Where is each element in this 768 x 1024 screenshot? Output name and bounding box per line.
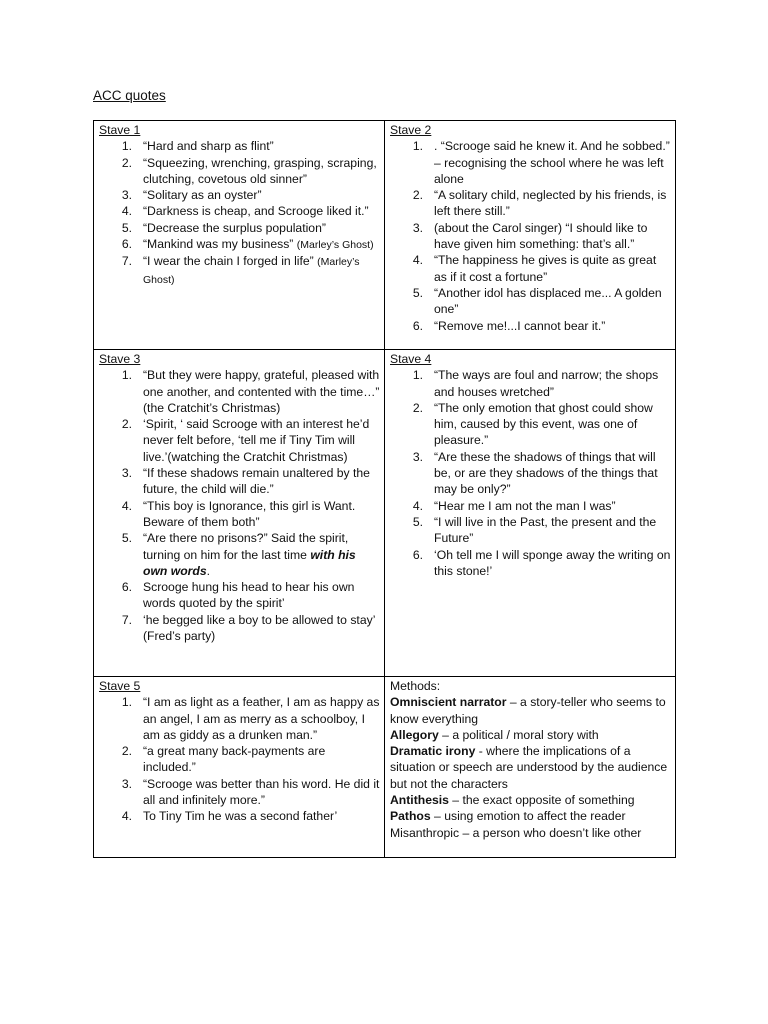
list-item: 7. ‘he begged like a boy to be allowed to stay’ (Fred’s party)	[121, 612, 375, 644]
stave-1-heading: Stave 1	[99, 123, 141, 137]
list-item: 6. Scrooge hung his head to hear his own words quoted by the spirit’	[121, 580, 355, 611]
stave-3-cell	[94, 350, 385, 677]
stave-4-heading: Stave 4	[390, 352, 432, 366]
stave-3-list	[99, 367, 380, 644]
list-item: 5. “I will live in the Past, the present and the Future”	[412, 514, 657, 546]
list-item: 3. (about the Carol singer) “I should like to have given him something: that’s all.”	[412, 220, 648, 252]
list-item: 5. “Another idol has displaced me... A golden one”	[412, 285, 662, 317]
list-item: 1. . “Scrooge said he knew it. And he sobbed.” – recognising the school where he was left alone	[412, 139, 670, 186]
method-item: Antithesis – the exact opposite of something	[390, 793, 635, 808]
method-term: Dramatic irony	[390, 744, 476, 759]
list-item: 3. “Scrooge was better than his word. He did it all and infinitely more.”	[121, 776, 380, 808]
stave-4-cell	[385, 350, 676, 677]
method-term: Pathos	[390, 809, 431, 824]
list-item: 6. ‘Oh tell me I will sponge away the writing on this stone!’	[412, 547, 671, 578]
method-item: Dramatic irony - where the implications of a situation or speech are understood by the audience but not the characters	[390, 744, 668, 791]
methods-heading: Methods:	[390, 679, 441, 693]
stave-5-cell	[94, 677, 385, 858]
method-item: Misanthropic – a person who doesn’t like other	[390, 825, 642, 840]
list-item: 4. “Hear me I am not the man I was”	[412, 498, 616, 513]
list-item: 4. “Darkness is cheap, and Scrooge liked it.”	[121, 204, 369, 219]
attribution: (Marley’s Ghost)	[296, 239, 374, 252]
list-item: 2. “a great many back-payments are included.”	[121, 744, 326, 775]
stave-1-cell	[94, 121, 385, 350]
method-term: Antithesis	[390, 793, 449, 808]
stave-5-heading: Stave 5	[99, 679, 141, 693]
list-item: 5. “Are there no prisons?” Said the spirit, turning on him for the last time with his own words.	[121, 531, 356, 578]
list-item: 1. “But they were happy, grateful, pleased with one another, and contented with the time…” (the Cratchit’s Christmas)	[121, 368, 380, 415]
list-item: 2. “A solitary child, neglected by his friends, is left there still.”	[412, 188, 667, 219]
list-item: 2. “The only emotion that ghost could show him, caused by this event, was one of pleasure.”	[412, 400, 653, 448]
stave-2-heading: Stave 2	[390, 123, 432, 137]
methods-cell	[385, 677, 676, 858]
list-item: 6. “Remove me!...I cannot bear it.”	[412, 318, 606, 333]
list-item: 3. “Are these the shadows of things that will be, or are they shadows of the things that may be only?”	[412, 449, 658, 497]
method-item: Pathos – using emotion to affect the reader	[390, 809, 626, 824]
method-term: Omniscient narrator	[390, 695, 507, 710]
method-item: Omniscient narrator – a story-teller who seems to know everything	[390, 695, 666, 726]
list-item: 7. “I wear the chain I forged in life” (Marley’s Ghost)	[121, 254, 360, 286]
list-item: 4. “This boy is Ignorance, this girl is Want. Beware of them both”	[121, 498, 356, 529]
list-item: 1. “I am as light as a feather, I am as happy as an angel, I am as merry as a schoolboy, I am as giddy as a drunken man.”	[121, 695, 380, 742]
list-item: 4. To Tiny Tim he was a second father’	[121, 809, 338, 824]
list-item: 4. “The happiness he gives is quite as great as if it cost a fortune”	[412, 253, 657, 284]
stave-3-heading: Stave 3	[99, 352, 141, 366]
quotes-table	[93, 120, 676, 858]
list-item: 2. ‘Spirit, ‘ said Scrooge with an interest he’d never felt before, ‘tell me if Tiny Tim will live.’(watching the Cratchit Christmas)	[121, 417, 370, 464]
emphasis-text: with his own words	[143, 547, 356, 578]
list-item: 5. “Decrease the surplus population”	[121, 220, 326, 235]
method-term: Allegory	[390, 727, 439, 742]
list-item: 1. “The ways are foul and narrow; the shops and houses wretched”	[412, 368, 659, 399]
stave-5-list	[99, 694, 380, 824]
attribution: (Marley’s Ghost)	[143, 256, 360, 286]
list-item: 3. “Solitary as an oyster”	[121, 188, 262, 203]
method-item: Allegory – a political / moral story with	[390, 727, 599, 742]
list-item: 1. “Hard and sharp as flint”	[121, 139, 274, 154]
list-item: 3. “If these shadows remain unaltered by the future, the child will die.”	[121, 466, 370, 497]
list-item: 6. “Mankind was my business” (Marley’s Ghost)	[121, 237, 374, 252]
stave-2-cell	[385, 121, 676, 350]
list-item: 2. “Squeezing, wrenching, grasping, scraping, clutching, covetous old sinner”	[121, 155, 377, 186]
page-title: ACC quotes	[93, 88, 166, 103]
stave-1-list	[99, 138, 380, 288]
stave-2-list	[390, 138, 671, 334]
stave-4-list	[390, 367, 671, 579]
